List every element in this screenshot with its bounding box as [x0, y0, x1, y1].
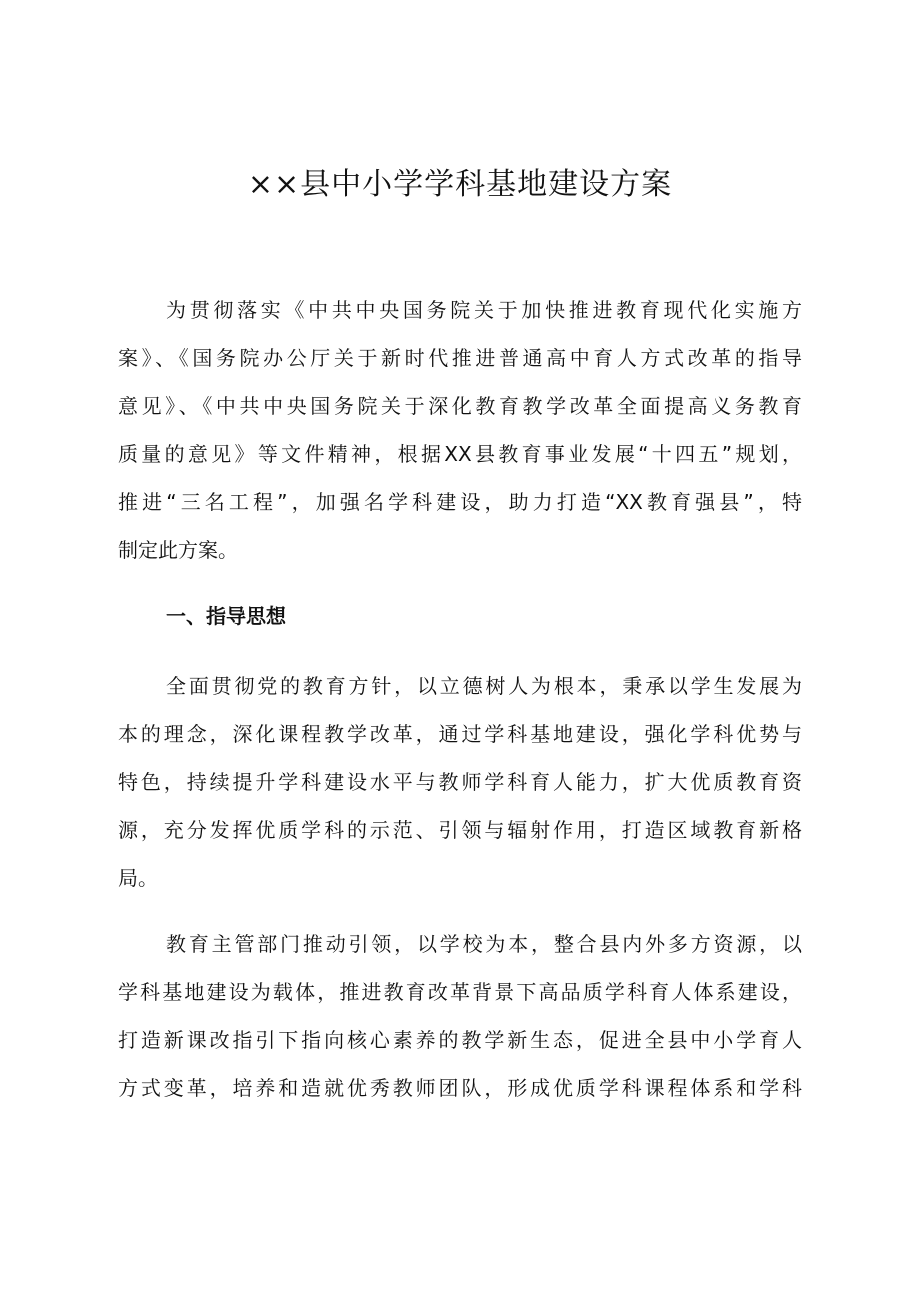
- guiding-paragraph-1: [118, 662, 802, 902]
- paragraph-line: 打造新课改指引下指向核心素养的教学新生态，促进全县中小学育人: [118, 1028, 802, 1052]
- paragraph-line: 源，充分发挥优质学科的示范、引领与辐射作用，打造区域教育新格: [118, 818, 802, 842]
- paragraph-line: 学科基地建设为载体，推进教育改革背景下高品质学科育人体系建设，: [118, 980, 802, 1004]
- paragraph-line: 教育主管部门推动引领，以学校为本，整合县内外多方资源，以: [166, 932, 802, 956]
- paragraph-line: 特色，持续提升学科建设水平与教师学科育人能力，扩大优质教育资: [118, 770, 802, 794]
- paragraph-line: 意见》、《中共中央国务院关于深化教育教学改革全面提高义务教育: [118, 394, 802, 418]
- paragraph-line: 制定此方案。: [118, 538, 238, 562]
- paragraph-line: 案》、《国务院办公厅关于新时代推进普通高中育人方式改革的指导: [118, 346, 802, 370]
- paragraph-line: 质量的意见》等文件精神，根据XX县教育事业发展“十四五”规划，: [118, 442, 802, 466]
- document-title: ××县中小学学科基地建设方案: [247, 167, 673, 202]
- paragraph-line: 本的理念，深化课程教学改革，通过学科基地建设，强化学科优势与: [118, 722, 802, 746]
- paragraph-line: 局。: [118, 866, 158, 890]
- section-heading: 一、指导思想: [166, 604, 286, 628]
- paragraph-line: 推进“三名工程”，加强名学科建设，助力打造“XX教育强县”，特: [118, 490, 802, 514]
- guiding-paragraph-2: [118, 920, 802, 1112]
- paragraph-line: 为贯彻落实《中共中央国务院关于加快推进教育现代化实施方: [166, 298, 802, 322]
- paragraph-line: 全面贯彻党的教育方针，以立德树人为根本，秉承以学生发展为: [166, 674, 802, 698]
- intro-paragraph: [118, 286, 802, 574]
- paragraph-line: 方式变革，培养和造就优秀教师团队，形成优质学科课程体系和学科: [118, 1076, 802, 1100]
